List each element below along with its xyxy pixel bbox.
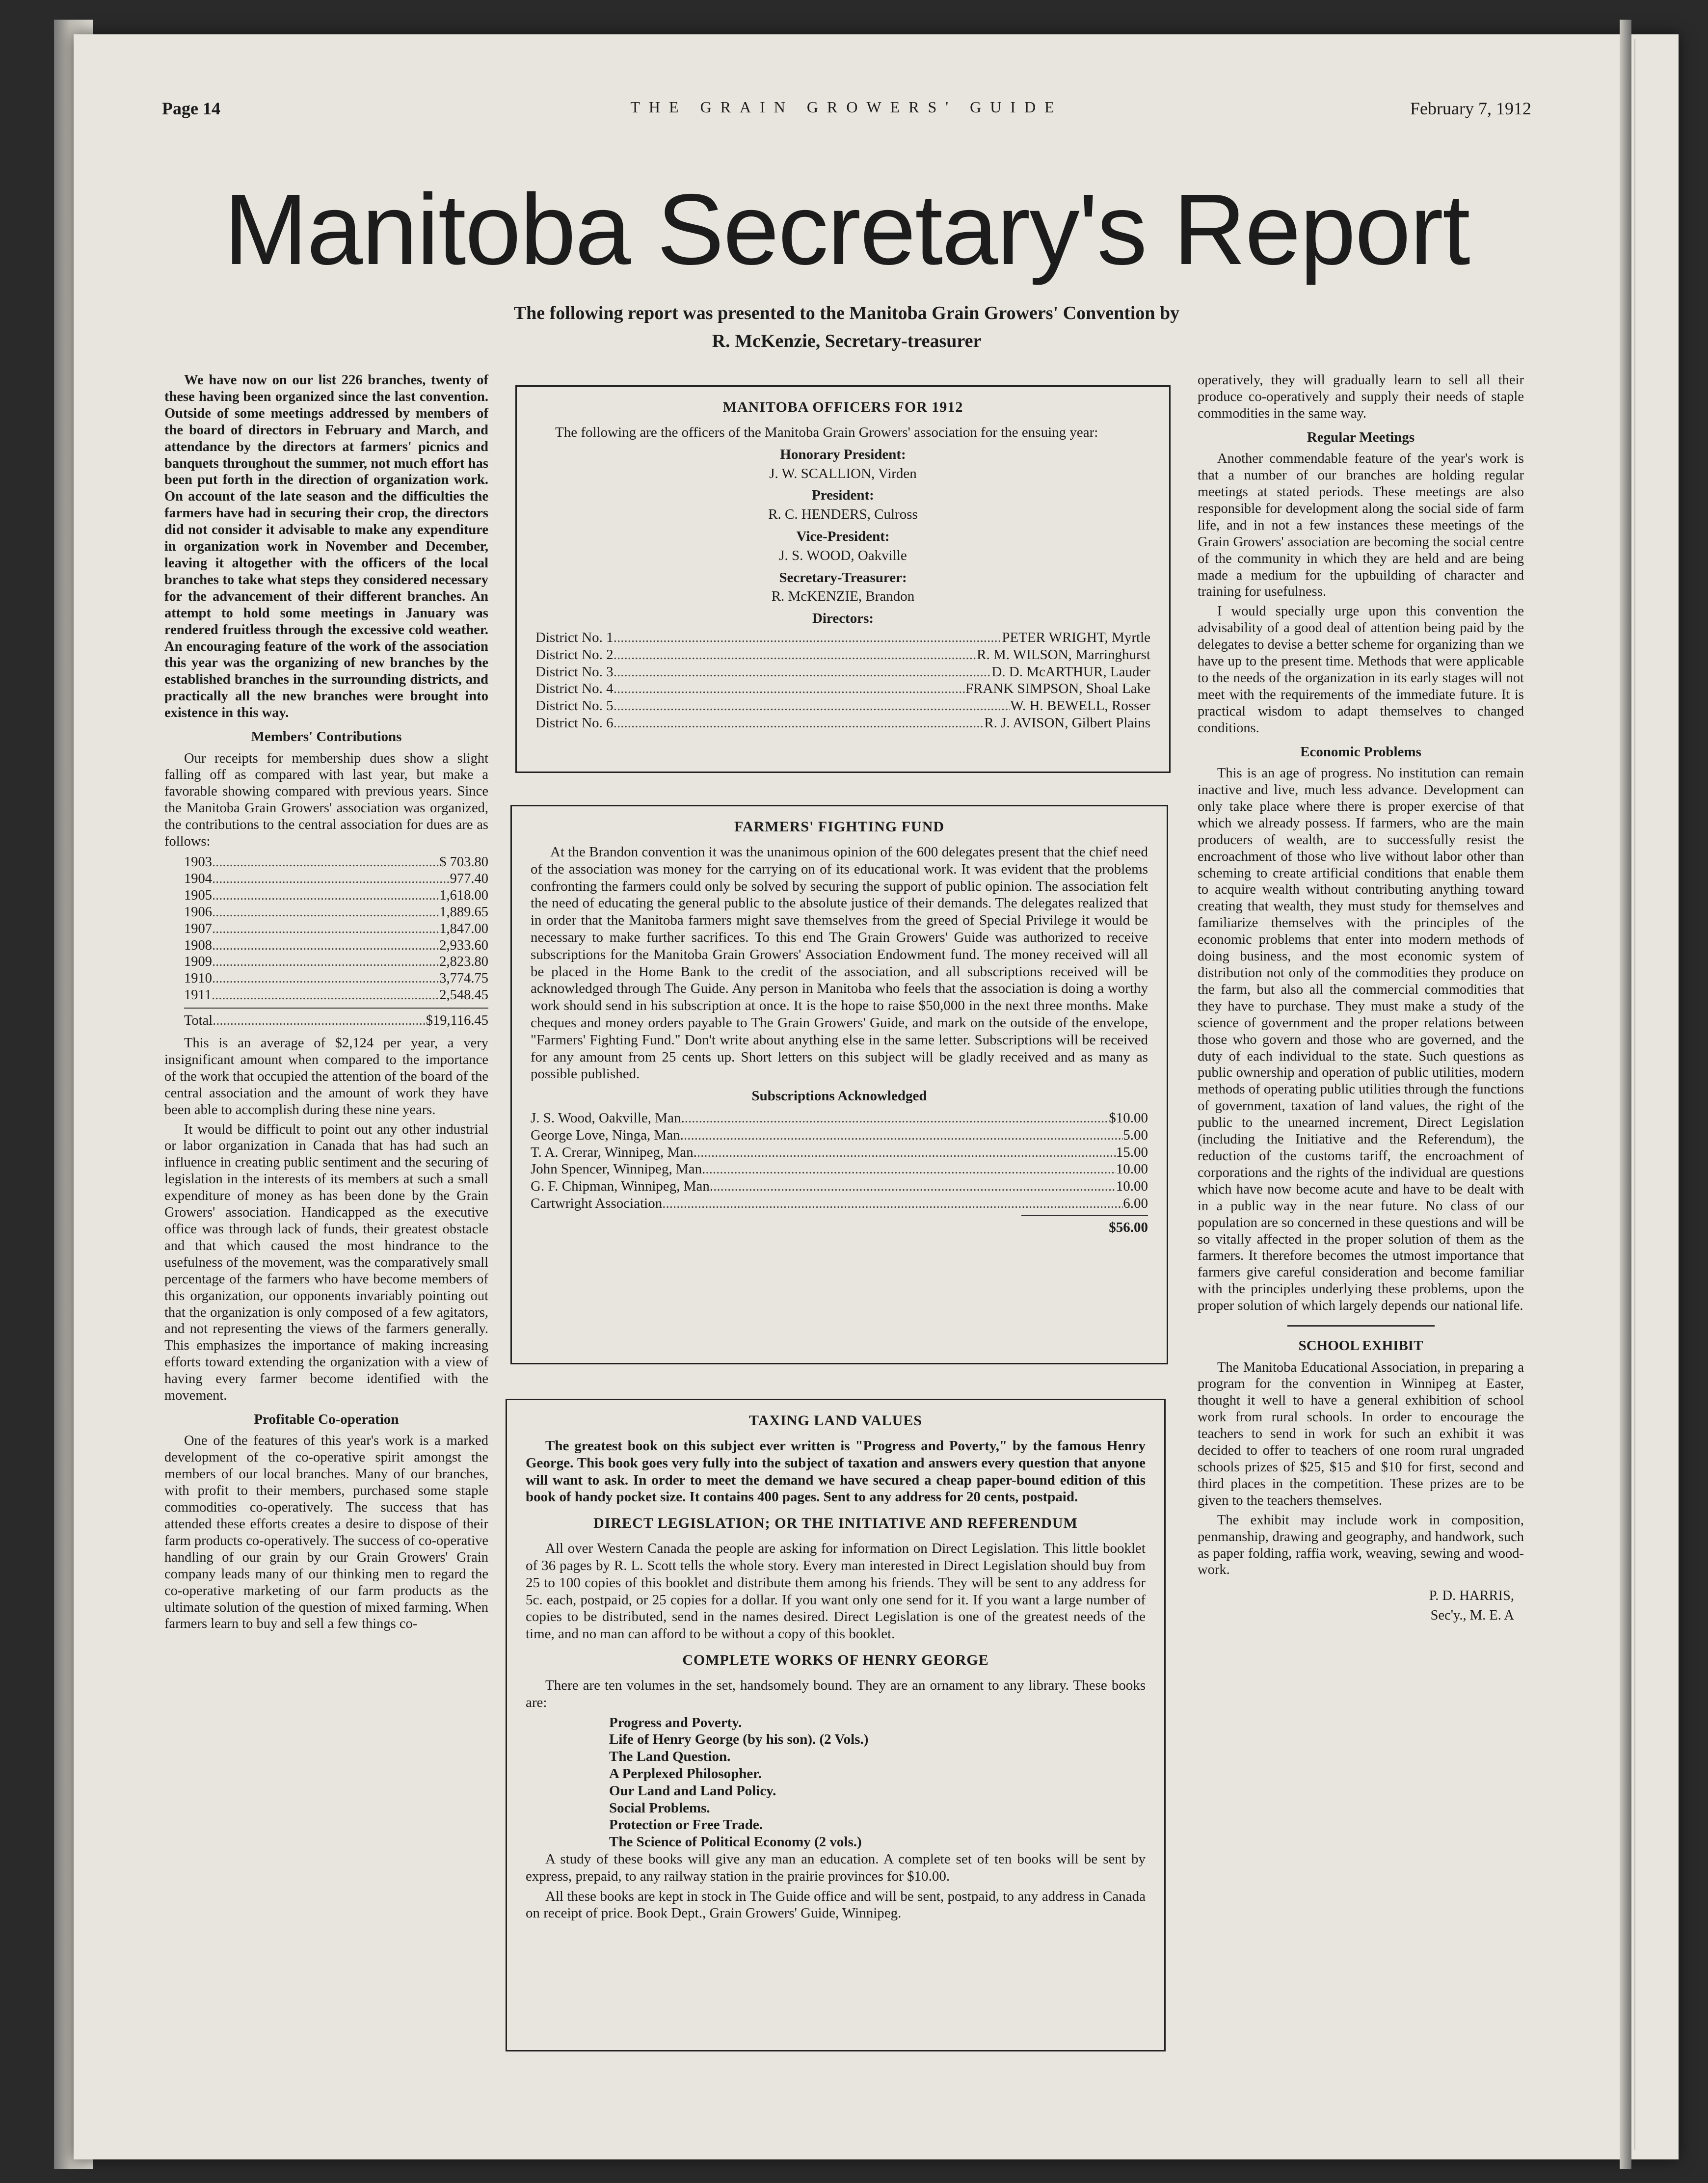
subscriptions-total: $56.00 [1021,1215,1148,1236]
director-row: District No. 1 ..... PETER WRIGHT, Myrtle [535,629,1150,646]
subscription-row: T. A. Crerar, Winnipeg, Man. ..... 15.00 [531,1144,1148,1161]
subtitle-line-1: The following report was presented to the Manitoba Grain Growers' Convention by [513,303,1180,323]
director-row: District No. 2 ..... R. M. WILSON, Marringhurst [535,646,1150,664]
book-title: Social Problems. [609,1800,710,1816]
officers-box [515,385,1171,773]
book-title: The Science of Political Economy (2 vols.) [609,1834,862,1850]
contribution-row: 1903 ..... $ 703.80 [184,854,488,871]
article-title: Manitoba Secretary's Report [224,173,1469,286]
officer-name: J. W. SCALLION, Virden [769,465,917,481]
issue-date: February 7, 1912 [1410,99,1531,118]
officer-name: R. McKENZIE, Brandon [771,588,915,605]
books-box [506,1399,1166,2051]
subscription-row: John Spencer, Winnipeg, Man. ..... 10.00 [531,1161,1148,1178]
directors-heading: Directors: [812,611,874,627]
subscription-row: George Love, Ninga, Man. ..... 5.00 [531,1127,1148,1144]
henry-george-paragraph-1: A study of these books will give any man an education. A complete set of ten books will be sent by express, prepaid, to any railway station in the prairie provinces for $10.00. [526,1851,1146,1884]
cooperation-paragraph: One of the features of this year's work is a marked development of the co-operative spirit amongst the members of our local branches. Many of our branches, with profit to their members, purchased some staple commodities co-operatively. The success that has attended these efforts creates a desire to dispose of their farm products co-operatively. The success of co-operative handling of our grain by our Grain Growers' Grain company leads many of our thinking men to regard the co-operative marketing of our farm products as the ultimate solution of the question of mixed farming. When farmers learn to buy and sell a few things co- [164,1433,488,1632]
subtitle-line-2: R. McKenzie, Secretary-treasurer [712,331,982,351]
officers-title: MANITOBA OFFICERS FOR 1912 [722,399,963,415]
officers-intro: The following are the officers of the Manitoba Grain Growers' association for the ensuing year: [555,425,1098,440]
subscription-row: G. F. Chipman, Winnipeg, Man. ..... 10.00 [531,1178,1148,1195]
contributions-total: Total ..... $19,116.45 [184,1008,488,1029]
page-number: Page 14 [162,99,220,118]
average-paragraph: This is an average of $2,124 per year, a very insignificant amount when compared to the importance of the work that occupied the attention of the board of the central association and the amount of work they have been able to accomplish during these nine years. [164,1036,488,1118]
officer-role: Secretary-Treasurer: [779,569,907,586]
tax-paragraph: The greatest book on this subject ever written is "Progress and Poverty," by the famous Henry George. This book goes very fully into the subject of taxation and answers every question that anyone will want to ask. In order to meet the demand we have secured a cheap paper-bound edition of this book of handy pocket size. It contains 400 pages. Sent to any address for 20 cents, postpaid. [526,1438,1146,1505]
signature [1198,1586,1514,1625]
page-header [162,98,1531,137]
book-title: The Land Question. [609,1749,731,1765]
fighting-fund-box [510,805,1168,1364]
subscriptions-heading: Subscriptions Acknowledged [751,1088,927,1104]
article-subtitle [162,299,1531,355]
director-row: District No. 4 ..... FRANK SIMPSON, Shoal Lake [535,680,1150,697]
contribution-row: 1908 ..... 2,933.60 [184,937,488,954]
contribution-row: 1911 ..... 2,548.45 [184,987,488,1004]
meetings-paragraph-2: I would specially urge upon this convention the advisability of a good deal of attention being paid by the delegates to devise a better scheme for organizing than we have up to the present time. Methods that were applicable to the needs of the organization in its early stages will not meet with the requirements of the immediate future. It is practical wisdom to adapt themselves to changed conditions. [1198,604,1524,736]
subscription-row: Cartwright Association ..... 6.00 [531,1195,1148,1212]
henry-george-intro: There are ten volumes in the set, handsomely bound. They are an ornament to any library. These books are: [526,1677,1146,1710]
contribution-row: 1905 ..... 1,618.00 [184,887,488,904]
officer-name: J. S. WOOD, Oakville [779,547,907,563]
book-title: Protection or Free Trade. [609,1817,763,1833]
masthead: THE GRAIN GROWERS' GUIDE [630,98,1063,116]
school-exhibit-heading: SCHOOL EXHIBIT [1298,1338,1423,1354]
meetings-heading: Regular Meetings [1307,429,1415,445]
right-column [1198,372,1524,1625]
officer-role: Honorary President: [780,446,906,462]
binding-edge-right [1620,20,1631,2169]
contributions-table [184,854,488,1004]
henry-george-title: COMPLETE WORKS OF HENRY GEORGE [682,1651,989,1668]
contributions-paragraph: Our receipts for membership dues show a slight falling off as compared with last year, but make a favorable showing compared with previous years. Since the Manitoba Grain Growers' association was organized, the contributions to the central association for dues are as follows: [164,750,488,850]
subscription-row: J. S. Wood, Oakville, Man. ..... $10.00 [531,1110,1148,1127]
economic-heading: Economic Problems [1300,744,1421,760]
book-list [609,1714,1146,1851]
direct-legislation-paragraph: All over Western Canada the people are asking for information on Direct Legislation. This little booklet of 36 pages by R. L. Scott tells the whole story. Every man interested in Direct Legislation should buy from 25 to 100 copies of this booklet and distribute them among his friends. They will be sent to any address for 5c. each, postpaid, or 25 copies for a dollar. If you want only one send for it. If you want a large number of copies to be distributed, send in the names desired. Direct Legislation is one of the greatest needs of the time, and no man can afford to be without a copy of this booklet. [526,1541,1146,1642]
contribution-row: 1906 ..... 1,889.65 [184,904,488,921]
book-title: Life of Henry George (by his son). (2 Vols.) [609,1731,869,1748]
director-row: District No. 6 ..... R. J. AVISON, Gilbert Plains [535,715,1150,732]
direct-legislation-title: DIRECT LEGISLATION; OR THE INITIATIVE AND REFERENDUM [593,1515,1078,1532]
director-row: District No. 3 ..... D. D. McARTHUR, Lauder [535,664,1150,681]
school-paragraph-1: The Manitoba Educational Association, in preparing a program for the convention in Winnipeg at Easter, thought it well to have a general exhibition of school work from rural schools. In order to encourage the teachers to send in work for such an exhibit it was decided to offer to teachers of one room rural ungraded schools prizes of $25, $15 and $10 for first, second and third places in the competition. These prizes are to be given to the teachers themselves. [1198,1359,1524,1508]
book-title: Our Land and Land Policy. [609,1783,776,1799]
director-row: District No. 5 ..... W. H. BEWELL, Rosser [535,697,1150,715]
contribution-row: 1904 ..... 977.40 [184,871,488,887]
signature-name: P. D. HARRIS, [1429,1588,1514,1604]
cooperation-heading: Profitable Co-operation [254,1411,399,1427]
signature-title: Sec'y., M. E. A [1430,1608,1514,1624]
book-title: Progress and Poverty. [609,1714,742,1730]
contribution-row: 1909 ..... 2,823.80 [184,954,488,970]
book-title: A Perplexed Philosopher. [609,1765,762,1782]
left-column [164,372,488,1635]
school-paragraph-2: The exhibit may include work in composition, penmanship, drawing and geography, and handwork, such as paper folding, raffia work, weaving, sewing and wood-work. [1198,1512,1524,1578]
officer-name: R. C. HENDERS, Culross [768,506,918,523]
fund-title: FARMERS' FIGHTING FUND [734,819,945,835]
continued-paragraph: operatively, they will gradually learn to sell all their produce co-operatively and supply their needs of staple commodities in the same way. [1198,373,1524,421]
column-rule [1634,39,1635,2150]
meetings-paragraph-1: Another commendable feature of the year's work is that a number of our branches are holding regular meetings at stated periods. These meetings are also responsible for development along the social side of farm life, and in not a few instances these meetings of the Grain Growers' association are becoming the social centre of the community in which they are held and are being made a medium for the upbuilding of character and training for usefulness. [1198,451,1524,600]
tax-title: TAXING LAND VALUES [748,1412,923,1429]
fund-paragraph: At the Brandon convention it was the unanimous opinion of the 600 delegates present that the chief need of the association was money for the carrying on of its educational work. It was evident that the problems confronting the farmers could only be solved by securing the support of public opinion. The association felt the need of educating the general public to the absolute justice of their demands. The delegates realized that in order that the Manitoba farmers might save themselves from the greed of Special Privilege it would be necessary to make further sacrifices. To this end The Grain Growers' Guide was authorized to receive subscriptions for the Manitoba Grain Growers' Association Endowment fund. The money received will all be placed in the Home Bank to the credit of the association, and all subscriptions received will be acknowledged through The Guide. Any person in Manitoba who feels that the association is doing a worthy work should send in his subscription at once. It is the hope to raise $50,000 in the next three months. Make cheques and money orders payable to The Grain Growers' Guide, and mark on the outside of the envelope, "Farmers' Fighting Fund." Don't write about anything else in the same letter. Subscriptions will be received for any amount from 25 cents up. Short letters on this subject will be gladly received and as many as possible published. [531,844,1148,1082]
section-divider [1287,1325,1435,1327]
henry-george-paragraph-2: All these books are kept in stock in The Guide office and will be sent, postpaid, to any address in Canada on receipt of price. Book Dept., Grain Growers' Guide, Winnipeg. [526,1888,1146,1921]
influence-paragraph: It would be difficult to point out any other industrial or labor organization in Canada that has had such an influence in creating public sentiment and the securing of legislation in the interests of its members at such a small expenditure of money as has been done by the Grain Growers' association. Handicapped as the executive office was through lack of funds, their greatest obstacle and that which caused the most hindrance to the usefulness of the movement, was the comparatively small percentage of the farmers who have become members of this organization, our opponents invariably pointing out that the organization is only composed of a few agitators, and not representing the views of the farmers generally. This emphasizes the importance of making increasing efforts toward extending the organization with a view of having every farmer become identified with the movement. [164,1121,488,1404]
officer-role: President: [812,487,874,504]
contribution-row: 1910 ..... 3,774.75 [184,970,488,987]
contributions-heading: Members' Contributions [251,729,402,745]
officer-role: Vice-President: [796,528,890,544]
intro-paragraph: We have now on our list 226 branches, twenty of these having been organized since the last convention. Outside of some meetings addressed by members of the board of directors in February and March, and attendance by the directors at farmers' picnics and banquets throughout the summer, not much effort has been put forth in the direction of organization work. On account of the late season and the difficulties the farmers have had in securing their crop, the directors did not consider it advisable to make any expenditure in organization work in November and December, leaving it altogether with the officers of the local branches to take what steps they considered necessary for the advancement of their different branches. An attempt to hold some meetings in January was rendered fruitless through the excessive cold weather. An encouraging feature of the work of the association this year was the organizing of new branches by the established branches in the surrounding districts, and practically all the new branches were brought into existence in this way. [164,373,488,721]
contribution-row: 1907 ..... 1,847.00 [184,921,488,937]
economic-paragraph: This is an age of progress. No institution can remain inactive and live, much less advance. Development can only take place where there is proper exercise of that which we already possess. If farmers, who are the main producers of wealth, are to successfully resist the encroachment of those who live without labor other than scheming to create artificial conditions that enable them to acquire wealth without contributing anything toward creating that wealth, they must study for themselves and familiarize themselves with the principles of the economic problems that enter into modern methods of doing business, and the most economic system of distribution not only of the commodities they produce on the farm, but also all the commercial commodities that they have to purchase. They must make a study of the science of government and the proper relations between those who govern and those who are governed, and the duty of each individual to the state. Such questions as public ownership and operation of public utilities, modern methods of operating public utilities through the functions of government, taxation of land values, the right of the public to the unearned increment, Direct Legislation (including the Initiative and the Referendum), the reduction of the customs tariff, the encroachment of corporations and the rights of the individual are questions which have now become acute and have to be dealt with in a public way in the near future. No class of our population are so concerned in these questions and will be so vitally affected in the proper solution of them as the farmers. It therefore becomes the utmost importance that farmers give careful consideration and become familiar with the principles underlying these problems, upon the proper solution of which largely depends our national life. [1198,766,1524,1314]
